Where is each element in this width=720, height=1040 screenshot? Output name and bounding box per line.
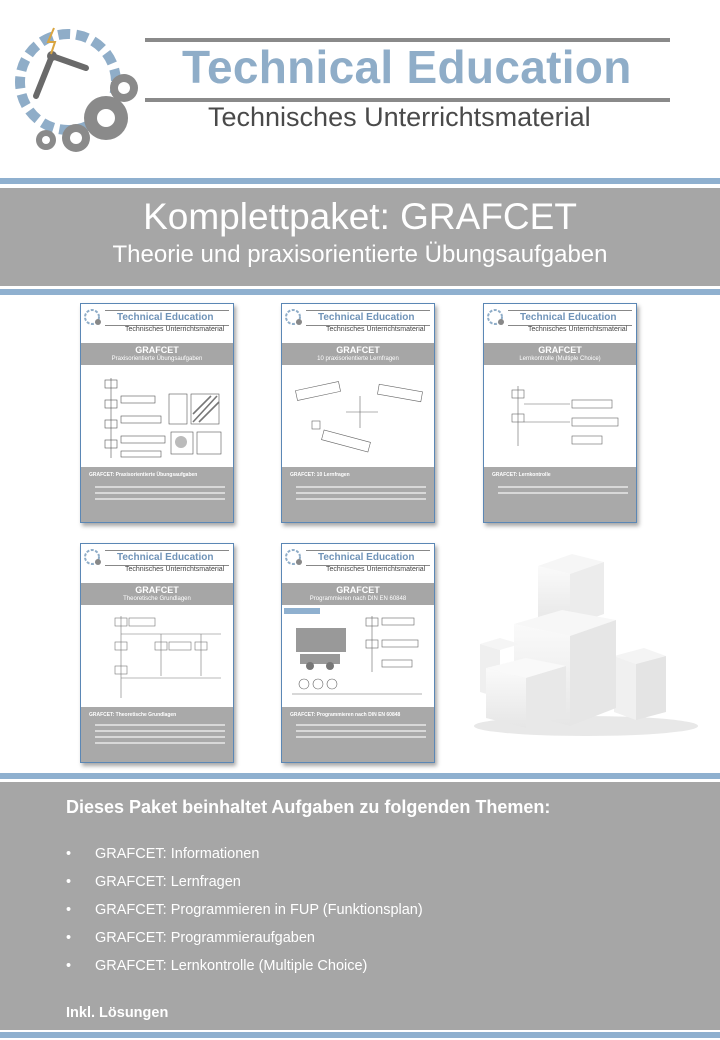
cover-footer-line bbox=[296, 736, 426, 738]
white-blocks-image bbox=[466, 548, 706, 738]
cover-footer-line bbox=[95, 486, 225, 488]
logo-icon bbox=[83, 307, 103, 327]
bullet-icon: • bbox=[66, 930, 72, 946]
cover-subtitle: 10 praxisorientierte Lernfragen bbox=[317, 356, 399, 362]
cover-footer-title: GRAFCET: Lernkontrolle bbox=[492, 472, 551, 478]
cover-drawing bbox=[282, 366, 434, 466]
cover-brand: Technical Education bbox=[117, 312, 214, 323]
cover-brand: Technical Education bbox=[520, 312, 617, 323]
cover-drawing bbox=[81, 606, 233, 706]
cover-footer-title: GRAFCET: 10 Lernfragen bbox=[290, 472, 350, 478]
cover-footer-line bbox=[498, 486, 628, 488]
cover-footer-title: GRAFCET: Theoretische Grundlagen bbox=[89, 712, 177, 718]
logo-icon bbox=[83, 547, 103, 567]
cover-grundlagen bbox=[80, 543, 234, 763]
cover-title: GRAFCET bbox=[336, 345, 380, 355]
cover-footer-line bbox=[95, 742, 225, 744]
cover-drawing bbox=[81, 366, 233, 466]
list-item bbox=[66, 846, 423, 874]
cover-footer-line bbox=[498, 492, 628, 494]
logo-title: Technical Education bbox=[182, 41, 632, 93]
cover-brand-sub: Technisches Unterrichtsmaterial bbox=[125, 326, 225, 333]
cover-lernkontrolle bbox=[483, 303, 637, 523]
topic-label: GRAFCET: Lernfragen bbox=[95, 874, 241, 890]
cover-footer-line bbox=[95, 492, 225, 494]
separator-line bbox=[0, 1032, 720, 1038]
robot-arm-gears-icon bbox=[6, 16, 146, 156]
list-item bbox=[66, 902, 423, 930]
logo-icon bbox=[284, 547, 304, 567]
cover-brand-sub: Technisches Unterrichtsmaterial bbox=[125, 566, 225, 573]
cover-footer-line bbox=[95, 498, 225, 500]
cover-drawing bbox=[484, 366, 636, 466]
logo-subtitle: Technisches Unterrichtsmaterial bbox=[208, 102, 591, 132]
cover-brand: Technical Education bbox=[318, 312, 415, 323]
cover-footer-line bbox=[296, 724, 426, 726]
separator-line bbox=[0, 178, 720, 184]
cover-title: GRAFCET bbox=[336, 585, 380, 595]
cover-line bbox=[105, 550, 229, 551]
list-item bbox=[66, 930, 423, 958]
cover-brand: Technical Education bbox=[318, 552, 415, 563]
cover-drawing bbox=[282, 606, 434, 706]
cover-footer-title: GRAFCET: Programmieren nach DIN EN 60848 bbox=[290, 712, 401, 718]
header-logo bbox=[0, 0, 720, 175]
cover-brand: Technical Education bbox=[117, 552, 214, 563]
solutions-note: Inkl. Lösungen bbox=[66, 1005, 169, 1021]
cover-line bbox=[306, 550, 430, 551]
topic-label: GRAFCET: Programmieraufgaben bbox=[95, 930, 315, 946]
topic-label: GRAFCET: Informationen bbox=[95, 846, 260, 862]
cover-lernfragen bbox=[281, 303, 435, 523]
logo-icon bbox=[486, 307, 506, 327]
cover-footer-line bbox=[95, 724, 225, 726]
topic-label: GRAFCET: Lernkontrolle (Multiple Choice) bbox=[95, 958, 368, 974]
cover-brand-sub: Technisches Unterrichtsmaterial bbox=[326, 326, 426, 333]
cover-brand-sub: Technisches Unterrichtsmaterial bbox=[528, 326, 628, 333]
topic-label: GRAFCET: Programmieren in FUP (Funktionsplan) bbox=[95, 902, 423, 918]
cover-uebungsaufgaben bbox=[80, 303, 234, 523]
bullet-icon: • bbox=[66, 902, 72, 918]
separator-line bbox=[0, 289, 720, 295]
bullet-icon: • bbox=[66, 846, 72, 862]
cover-footer-line bbox=[296, 486, 426, 488]
cover-footer-line bbox=[296, 730, 426, 732]
cover-programmieren bbox=[281, 543, 435, 763]
topics-heading: Dieses Paket beinhaltet Aufgaben zu folgenden Themen: bbox=[66, 797, 551, 817]
cover-subtitle: Theoretische Grundlagen bbox=[123, 596, 191, 602]
cover-footer-line bbox=[296, 498, 426, 500]
list-item bbox=[66, 874, 423, 902]
page-subtitle: Theorie und praxisorientierte Übungsaufgaben bbox=[112, 241, 608, 268]
list-item bbox=[66, 958, 423, 986]
cover-line bbox=[306, 310, 430, 311]
cover-brand-sub: Technisches Unterrichtsmaterial bbox=[326, 566, 426, 573]
cover-footer-line bbox=[95, 730, 225, 732]
separator-line bbox=[0, 773, 720, 779]
cover-title: GRAFCET bbox=[135, 345, 179, 355]
cover-line bbox=[105, 310, 229, 311]
bullet-icon: • bbox=[66, 874, 72, 890]
cover-footer-title: GRAFCET: Praxisorientierte Übungsaufgaben bbox=[89, 472, 198, 478]
logo-icon bbox=[284, 307, 304, 327]
cover-subtitle: Programmieren nach DIN EN 60848 bbox=[309, 596, 407, 602]
topics-list bbox=[66, 846, 423, 986]
cover-title: GRAFCET bbox=[135, 585, 179, 595]
cover-footer-line bbox=[296, 492, 426, 494]
cover-line bbox=[508, 310, 632, 311]
cover-title: GRAFCET bbox=[538, 345, 582, 355]
bullet-icon: • bbox=[66, 958, 72, 974]
page-title: Komplettpaket: GRAFCET bbox=[143, 196, 577, 237]
cover-subtitle: Praxisorientierte Übungsaufgaben bbox=[111, 356, 203, 362]
cover-subtitle: Lernkontrolle (Multiple Choice) bbox=[519, 356, 601, 362]
cover-footer-line bbox=[95, 736, 225, 738]
